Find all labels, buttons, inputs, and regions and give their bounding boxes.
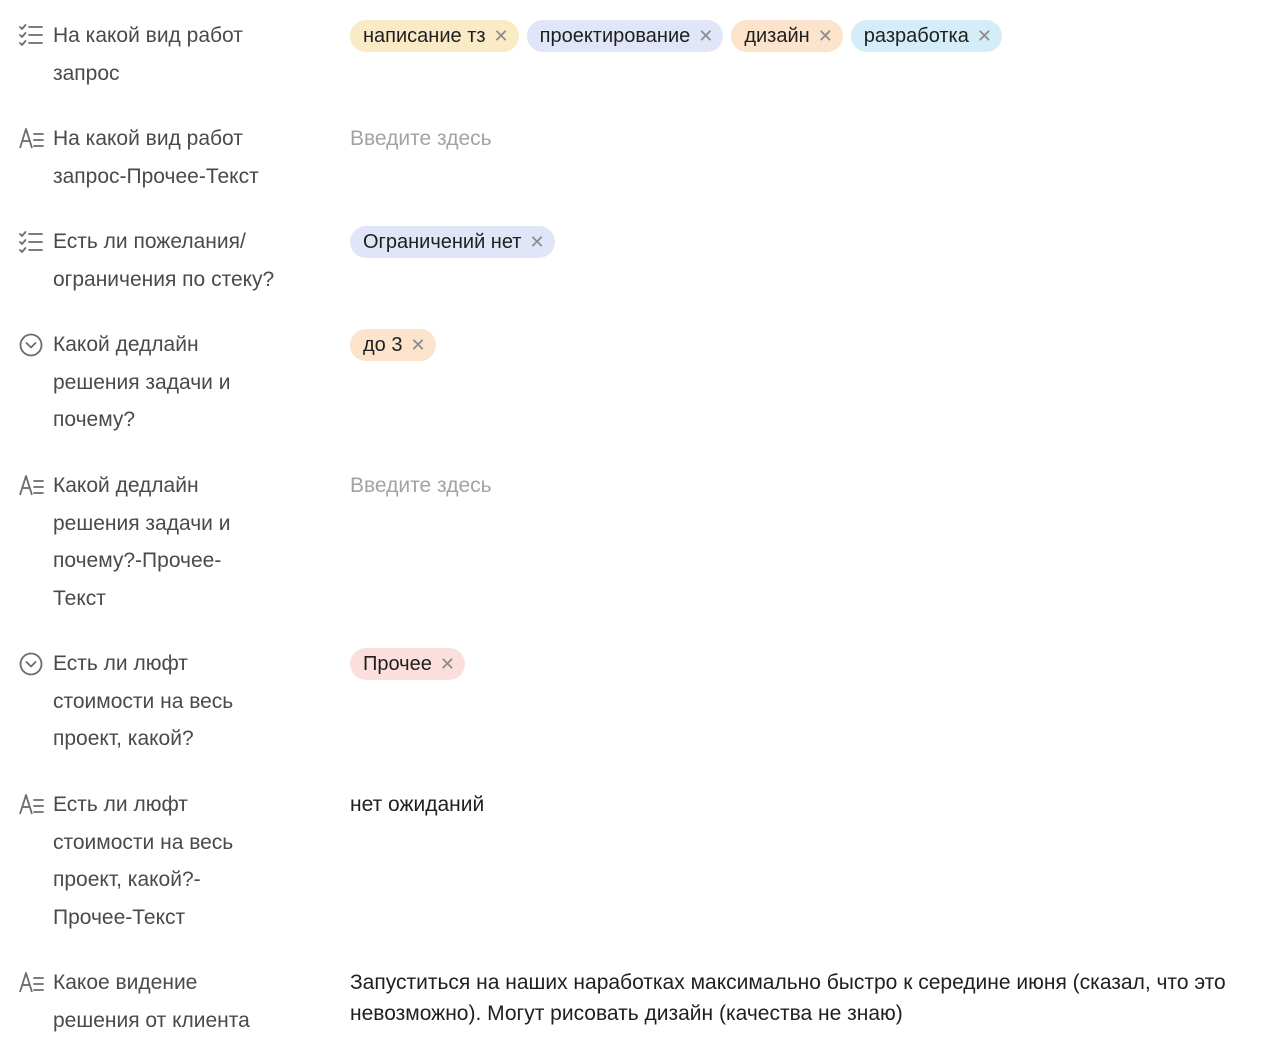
tag-chip[interactable] <box>350 20 519 52</box>
tag-list[interactable] <box>350 226 1250 258</box>
text-input[interactable]: Введите здесь <box>350 127 492 150</box>
single-select-icon <box>18 332 44 358</box>
field-label: На какой вид работ запрос-Прочее-Текст <box>53 127 259 188</box>
remove-tag-icon[interactable]: ✕ <box>976 26 992 46</box>
tag-chip[interactable] <box>350 329 436 361</box>
tag-text: дизайн <box>744 24 810 47</box>
tag-chip[interactable] <box>350 226 555 258</box>
text-field-icon <box>18 473 44 499</box>
tag-text: Прочее <box>363 652 432 675</box>
tag-text: Ограничений нет <box>363 230 522 253</box>
text-field-icon <box>18 970 44 996</box>
remove-tag-icon[interactable]: ✕ <box>493 26 509 46</box>
text-field-icon <box>18 792 44 818</box>
tag-chip[interactable] <box>527 20 724 52</box>
field-label: Есть ли люфт стоимости на весь проект, какой?- Прочее-Текст <box>53 793 234 929</box>
field-label: Есть ли люфт стоимости на весь проект, какой? <box>53 652 234 750</box>
text-field-icon <box>18 126 44 152</box>
field-label: На какой вид работ запрос <box>53 24 243 85</box>
single-select-icon <box>18 651 44 677</box>
remove-tag-icon[interactable]: ✕ <box>529 232 545 252</box>
text-input[interactable]: Запуститься на наших наработках максимально быстро к середине июня (сказал, что это невозможно). Могут рисовать дизайн (качества не знаю) <box>350 971 1226 1025</box>
remove-tag-icon[interactable]: ✕ <box>439 654 455 674</box>
text-input[interactable]: нет ожиданий <box>350 793 485 816</box>
remove-tag-icon[interactable]: ✕ <box>410 335 426 355</box>
tag-list[interactable] <box>350 20 1250 52</box>
tag-text: разработка <box>863 24 969 47</box>
remove-tag-icon[interactable]: ✕ <box>817 26 833 46</box>
tag-chip[interactable] <box>851 20 1002 52</box>
tag-list[interactable] <box>350 329 1250 361</box>
field-label: Какой дедлайн решения задачи и почему?-Прочее- Текст <box>53 474 231 610</box>
field-label: Какой дедлайн решения задачи и почему? <box>53 333 231 431</box>
tag-text: проектирование <box>539 24 691 47</box>
tag-chip[interactable] <box>350 648 465 680</box>
tag-text: написание тз <box>363 24 486 47</box>
field-label: Есть ли пожелания/ ограничения по стеку? <box>53 230 275 291</box>
tag-text: до 3 <box>363 333 403 356</box>
multi-select-icon <box>18 22 44 48</box>
field-label: Какое видение решения от клиента <box>53 971 250 1032</box>
multi-select-icon <box>18 229 44 255</box>
text-input[interactable]: Введите здесь <box>350 474 492 497</box>
tag-list[interactable] <box>350 648 1250 680</box>
tag-chip[interactable] <box>731 20 842 52</box>
remove-tag-icon[interactable]: ✕ <box>698 26 714 46</box>
